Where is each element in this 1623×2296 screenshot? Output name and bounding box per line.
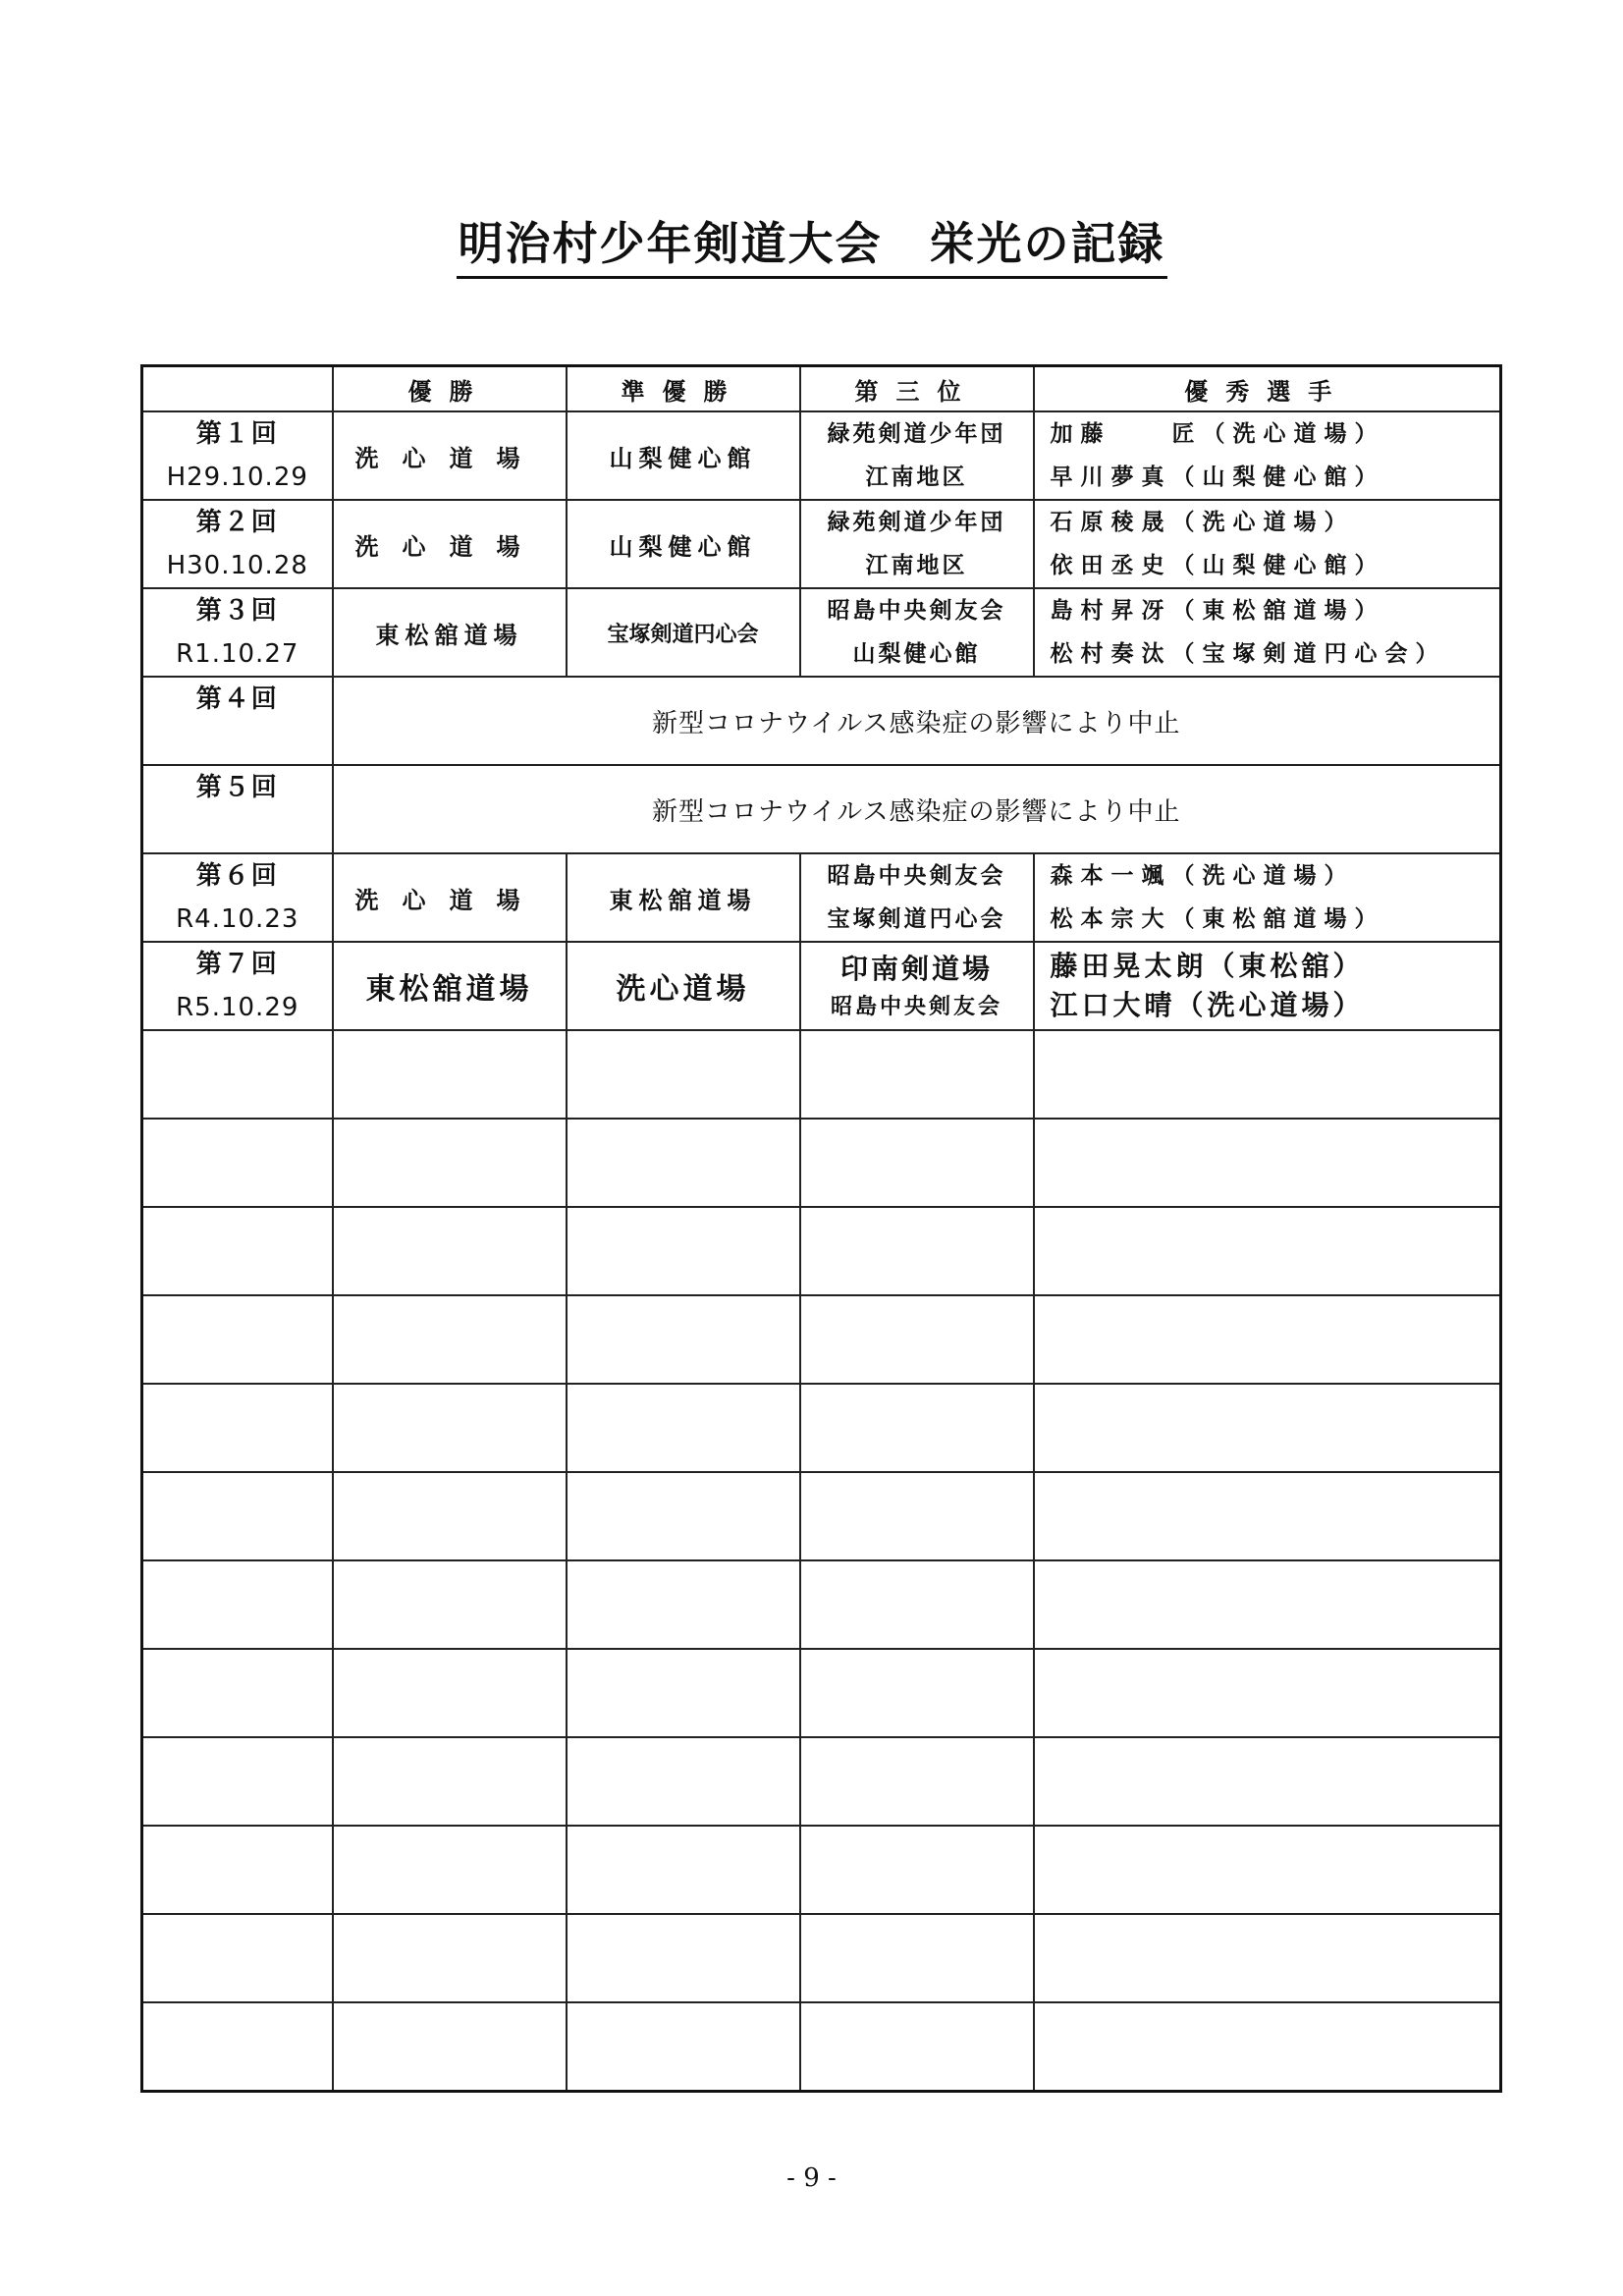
blank-cell bbox=[142, 1914, 333, 2002]
runner-up-cell: 洗心道場 bbox=[567, 942, 800, 1030]
player-2: 松村奏汰（宝塚剣道円心会） bbox=[1050, 641, 1446, 667]
round-cell bbox=[142, 411, 333, 500]
players-cell bbox=[1034, 411, 1501, 500]
blank-cell bbox=[567, 1119, 800, 1207]
third-2: 昭島中央剣友会 bbox=[830, 995, 1002, 1019]
blank-row bbox=[142, 1119, 1501, 1207]
players-cell bbox=[1034, 588, 1501, 677]
round-cell bbox=[142, 588, 333, 677]
runner-up-cell: 東松舘道場 bbox=[567, 853, 800, 942]
round-cell bbox=[142, 942, 333, 1030]
blank-cell bbox=[333, 1826, 567, 1914]
runner-up-cell: 山梨健心館 bbox=[567, 500, 800, 588]
blank-cell bbox=[333, 1295, 567, 1384]
blank-cell bbox=[142, 2002, 333, 2092]
round-date: H29.10.29 bbox=[166, 463, 308, 492]
blank-row bbox=[142, 1560, 1501, 1649]
third-cell bbox=[800, 853, 1034, 942]
winner-cell: 東松舘道場 bbox=[333, 942, 567, 1030]
header-players: 優秀選手 bbox=[1034, 366, 1501, 412]
blank-cell bbox=[1034, 1737, 1501, 1826]
blank-row bbox=[142, 1914, 1501, 2002]
blank-cell bbox=[142, 1737, 333, 1826]
round-label: 第３回 bbox=[195, 596, 279, 626]
players-cell bbox=[1034, 853, 1501, 942]
round-label: 第５回 bbox=[195, 773, 279, 802]
blank-cell bbox=[333, 1737, 567, 1826]
table-row bbox=[142, 942, 1501, 1030]
blank-cell bbox=[142, 1649, 333, 1737]
third-1: 緑苑剣道少年団 bbox=[827, 421, 1006, 447]
blank-cell bbox=[1034, 1295, 1501, 1384]
blank-cell bbox=[333, 1207, 567, 1295]
blank-cell bbox=[142, 1472, 333, 1560]
round-cell bbox=[142, 765, 333, 853]
header-row bbox=[142, 366, 1501, 412]
cancel-note: 新型コロナウイルス感染症の影響により中止 bbox=[333, 765, 1501, 853]
blank-row bbox=[142, 1649, 1501, 1737]
third-2: 宝塚剣道円心会 bbox=[827, 906, 1006, 932]
header-winner: 優勝 bbox=[333, 366, 567, 412]
blank-cell bbox=[567, 1030, 800, 1119]
blank-cell bbox=[567, 1295, 800, 1384]
blank-row bbox=[142, 1384, 1501, 1472]
winner-cell: 洗心道場 bbox=[333, 500, 567, 588]
page-title-text: 明治村少年剣道大会 栄光の記録 bbox=[457, 217, 1167, 279]
blank-cell bbox=[800, 1914, 1034, 2002]
third-cell bbox=[800, 942, 1034, 1030]
blank-cell bbox=[1034, 1560, 1501, 1649]
blank-cell bbox=[333, 1119, 567, 1207]
blank-cell bbox=[142, 1119, 333, 1207]
header-round bbox=[142, 366, 333, 412]
third-2: 山梨健心館 bbox=[852, 641, 981, 667]
blank-cell bbox=[142, 1207, 333, 1295]
blank-cell bbox=[800, 1030, 1034, 1119]
players-cell bbox=[1034, 942, 1501, 1030]
third-cell bbox=[800, 500, 1034, 588]
blank-cell bbox=[800, 1737, 1034, 1826]
round-label: 第７回 bbox=[195, 950, 279, 979]
runner-up-cell: 宝塚剣道円心会 bbox=[567, 588, 800, 677]
blank-row bbox=[142, 1737, 1501, 1826]
third-1: 昭島中央剣友会 bbox=[827, 863, 1006, 889]
blank-cell bbox=[333, 1649, 567, 1737]
player-1: 森本一颯（洗心道場） bbox=[1050, 863, 1355, 889]
blank-cell bbox=[800, 1649, 1034, 1737]
cancel-note: 新型コロナウイルス感染症の影響により中止 bbox=[333, 677, 1501, 765]
round-date: H30.10.28 bbox=[166, 551, 308, 580]
table-row bbox=[142, 765, 1501, 853]
blank-row bbox=[142, 1826, 1501, 1914]
blank-cell bbox=[800, 1119, 1034, 1207]
player-1: 加藤 匠（洗心道場） bbox=[1050, 421, 1385, 447]
third-1: 緑苑剣道少年団 bbox=[827, 510, 1006, 535]
third-1: 印南剣道場 bbox=[839, 953, 993, 985]
blank-cell bbox=[800, 1560, 1034, 1649]
blank-cell bbox=[1034, 1649, 1501, 1737]
blank-cell bbox=[333, 1560, 567, 1649]
player-2: 早川夢真（山梨健心館） bbox=[1050, 465, 1385, 490]
round-cell bbox=[142, 677, 333, 765]
blank-row bbox=[142, 1472, 1501, 1560]
blank-cell bbox=[567, 1472, 800, 1560]
blank-rows bbox=[142, 1030, 1501, 2092]
third-2: 江南地区 bbox=[865, 465, 968, 490]
table-row bbox=[142, 411, 1501, 500]
header-third: 第三位 bbox=[800, 366, 1034, 412]
players-cell bbox=[1034, 500, 1501, 588]
blank-cell bbox=[800, 1295, 1034, 1384]
blank-cell bbox=[333, 1384, 567, 1472]
blank-cell bbox=[142, 1384, 333, 1472]
third-cell bbox=[800, 411, 1034, 500]
blank-cell bbox=[142, 1295, 333, 1384]
round-cell bbox=[142, 853, 333, 942]
table-row bbox=[142, 677, 1501, 765]
third-1: 昭島中央剣友会 bbox=[827, 598, 1006, 624]
blank-cell bbox=[567, 1207, 800, 1295]
blank-cell bbox=[333, 1472, 567, 1560]
runner-up-cell: 山梨健心館 bbox=[567, 411, 800, 500]
table-row bbox=[142, 853, 1501, 942]
blank-cell bbox=[800, 1472, 1034, 1560]
blank-cell bbox=[567, 2002, 800, 2092]
round-cell bbox=[142, 500, 333, 588]
blank-row bbox=[142, 1030, 1501, 1119]
table-row bbox=[142, 588, 1501, 677]
player-2: 依田丞史（山梨健心館） bbox=[1050, 553, 1385, 578]
blank-cell bbox=[142, 1560, 333, 1649]
blank-cell bbox=[1034, 1384, 1501, 1472]
blank-cell bbox=[142, 1826, 333, 1914]
round-label: 第２回 bbox=[195, 508, 279, 537]
player-1: 藤田晃太朗（東松舘） bbox=[1050, 950, 1365, 982]
round-date: R1.10.27 bbox=[176, 639, 299, 669]
page-number: - 9 - bbox=[786, 2163, 837, 2193]
blank-cell bbox=[1034, 1914, 1501, 2002]
round-date: R5.10.29 bbox=[176, 993, 299, 1022]
blank-cell bbox=[1034, 1826, 1501, 1914]
third-2: 江南地区 bbox=[865, 553, 968, 578]
page-title bbox=[0, 208, 1623, 273]
blank-cell bbox=[567, 1914, 800, 2002]
blank-cell bbox=[1034, 1207, 1501, 1295]
blank-cell bbox=[800, 1207, 1034, 1295]
round-label: 第６回 bbox=[195, 861, 279, 891]
player-1: 島村昇冴（東松舘道場） bbox=[1050, 598, 1385, 624]
blank-cell bbox=[800, 1384, 1034, 1472]
blank-row bbox=[142, 1207, 1501, 1295]
blank-cell bbox=[142, 1030, 333, 1119]
blank-cell bbox=[333, 1914, 567, 2002]
records-table bbox=[140, 364, 1502, 2093]
blank-cell bbox=[567, 1737, 800, 1826]
blank-cell bbox=[1034, 1030, 1501, 1119]
player-2: 江口大晴（洗心道場） bbox=[1050, 989, 1365, 1021]
blank-row bbox=[142, 2002, 1501, 2092]
blank-cell bbox=[567, 1826, 800, 1914]
blank-cell bbox=[333, 1030, 567, 1119]
player-1: 石原稜晟（洗心道場） bbox=[1050, 510, 1355, 535]
blank-cell bbox=[567, 1649, 800, 1737]
blank-cell bbox=[1034, 2002, 1501, 2092]
winner-cell: 洗心道場 bbox=[333, 411, 567, 500]
header-runner-up: 準優勝 bbox=[567, 366, 800, 412]
blank-cell bbox=[567, 1384, 800, 1472]
winner-cell: 洗心道場 bbox=[333, 853, 567, 942]
blank-cell bbox=[800, 2002, 1034, 2092]
blank-cell bbox=[1034, 1119, 1501, 1207]
round-label: 第１回 bbox=[195, 419, 279, 449]
blank-row bbox=[142, 1295, 1501, 1384]
winner-cell: 東松舘道場 bbox=[333, 588, 567, 677]
player-2: 松本宗大（東松舘道場） bbox=[1050, 906, 1385, 932]
blank-cell bbox=[800, 1826, 1034, 1914]
blank-cell bbox=[333, 2002, 567, 2092]
blank-cell bbox=[567, 1560, 800, 1649]
third-cell bbox=[800, 588, 1034, 677]
round-label: 第４回 bbox=[195, 684, 279, 714]
table-row bbox=[142, 500, 1501, 588]
blank-cell bbox=[1034, 1472, 1501, 1560]
round-date: R4.10.23 bbox=[176, 904, 299, 934]
